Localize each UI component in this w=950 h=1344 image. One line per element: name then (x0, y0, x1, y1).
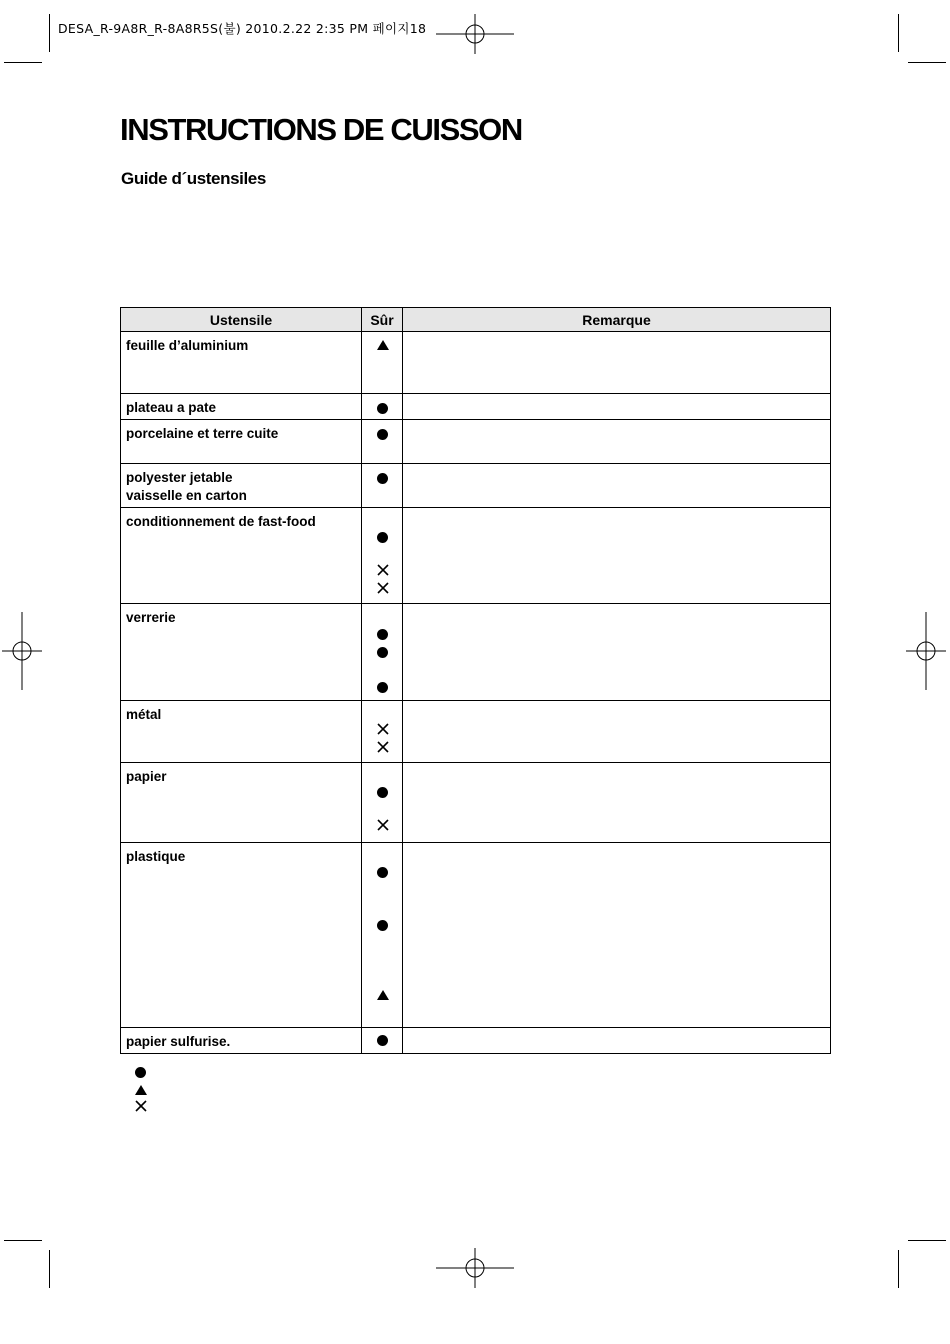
registration-mark-right (906, 612, 946, 690)
remark-cell (403, 420, 831, 464)
utensil-label: feuille d’aluminium (126, 338, 249, 353)
legend-item (120, 1063, 161, 1081)
dot-icon (377, 867, 388, 878)
table-row (121, 332, 831, 394)
table-row (121, 701, 831, 763)
safety-cell (362, 763, 403, 843)
remark-cell (403, 464, 831, 508)
remark-cell (403, 394, 831, 420)
utensil-label: verrerie (126, 610, 176, 625)
section-subtitle: Guide d´ustensiles (121, 169, 266, 188)
column-header-remark: Remarque (403, 308, 831, 332)
remark-cell (403, 843, 831, 1028)
utensil-label: plastique (126, 849, 186, 864)
table-row (121, 763, 831, 843)
utensil-cell (121, 763, 362, 843)
dot-icon (377, 920, 388, 931)
safety-cell (362, 508, 403, 604)
utensil-label: conditionnement de fast-food (126, 514, 316, 529)
table-row (121, 508, 831, 604)
registration-mark-top (436, 14, 514, 54)
table-row (121, 420, 831, 464)
table-row (121, 843, 831, 1028)
table-header-row (121, 308, 831, 332)
column-header-utensil: Ustensile (121, 308, 362, 332)
utensil-cell (121, 604, 362, 701)
remark-cell (403, 763, 831, 843)
remark-cell (403, 1028, 831, 1054)
safety-cell (362, 701, 403, 763)
utensil-cell (121, 701, 362, 763)
remark-cell (403, 332, 831, 394)
dot-icon (377, 1035, 388, 1046)
safety-cell (362, 604, 403, 701)
legend-item (120, 1099, 161, 1117)
dot-icon (377, 403, 388, 414)
remark-cell (403, 604, 831, 701)
utensil-label: polyester jetable (126, 470, 233, 485)
utensil-label: plateau a pate (126, 400, 217, 415)
utensil-label: métal (126, 707, 162, 722)
table-row (121, 1028, 831, 1054)
dot-icon (377, 473, 388, 484)
utensil-cell (121, 332, 362, 394)
cross-icon (377, 818, 389, 836)
page-title: INSTRUCTIONS DE CUISSON (120, 112, 522, 147)
utensil-label: porcelaine et terre cuite (126, 426, 279, 441)
registration-mark-left (2, 612, 42, 690)
dot-icon (377, 682, 388, 693)
dot-icon (135, 1067, 146, 1078)
utensil-cell (121, 420, 362, 464)
utensil-cell (121, 464, 362, 508)
utensil-cell (121, 843, 362, 1028)
table-row (121, 604, 831, 701)
cross-icon (377, 722, 389, 740)
safety-cell (362, 464, 403, 508)
cross-icon (135, 1099, 147, 1117)
utensil-label: papier sulfurise. (126, 1034, 231, 1049)
safety-cell (362, 332, 403, 394)
dot-icon (377, 532, 388, 543)
safety-cell (362, 843, 403, 1028)
table-row (121, 464, 831, 508)
triangle-icon (135, 1085, 147, 1095)
utensil-label: vaisselle en carton (126, 488, 247, 503)
cross-icon (377, 581, 389, 599)
print-header: DESA_R-9A8R_R-8A8R5S(불) 2010.2.22 2:35 PM 페이지18 (58, 21, 427, 36)
utensil-label: papier (126, 769, 167, 784)
legend-item (120, 1081, 161, 1099)
safety-cell (362, 394, 403, 420)
column-header-safe: Sûr (362, 308, 403, 332)
remark-cell (403, 508, 831, 604)
utensil-guide-table (120, 307, 831, 1054)
dot-icon (377, 647, 388, 658)
utensil-cell (121, 1028, 362, 1054)
cross-icon (377, 563, 389, 581)
dot-icon (377, 629, 388, 640)
cross-icon (377, 740, 389, 758)
remark-cell (403, 701, 831, 763)
utensil-cell (121, 394, 362, 420)
dot-icon (377, 429, 388, 440)
utensil-cell (121, 508, 362, 604)
safety-cell (362, 420, 403, 464)
dot-icon (377, 787, 388, 798)
triangle-icon (377, 990, 389, 1000)
safety-cell (362, 1028, 403, 1054)
registration-mark-bottom (436, 1248, 514, 1288)
table-row (121, 394, 831, 420)
triangle-icon (377, 340, 389, 350)
